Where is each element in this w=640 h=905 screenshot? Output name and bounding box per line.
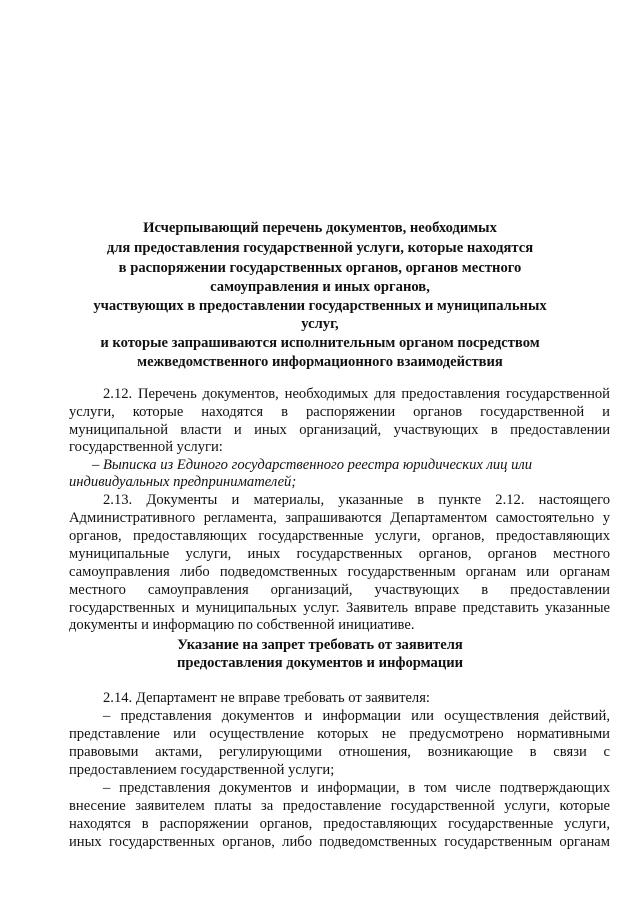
list-item-line: предоставлением государственной услуги; xyxy=(69,762,335,778)
list-item-line: – представления документов и информации, в том числе подтверждающих xyxy=(103,780,610,796)
heading-line: в распоряжении государственных органов, органов местного xyxy=(118,260,522,276)
heading-line: самоуправления и иных органов, xyxy=(210,279,430,295)
paragraph-line: органов, предоставляющих государственные услуги, органов, предоставляющих xyxy=(69,528,610,544)
paragraph-line: муниципальной власти и иных организаций, участвующих в предоставлении xyxy=(69,422,610,438)
paragraph-line: услуги, которые находятся в распоряжении органов государственной и xyxy=(69,404,610,420)
paragraph-line: 2.14. Департамент не вправе требовать от заявителя: xyxy=(103,690,430,706)
list-item-line: внесение заявителем платы за предоставление государственной услуги, которые xyxy=(69,798,610,814)
section-heading-line: предоставления документов и информации xyxy=(176,655,464,671)
heading-line: участвующих в предоставлении государственных и муниципальных xyxy=(93,298,547,314)
paragraph-line: 2.13. Документы и материалы, указанные в пункте 2.12. настоящего xyxy=(103,492,610,508)
list-item-line: находятся в распоряжении органов, предоставляющих государственные услуги, xyxy=(69,816,610,832)
paragraph-line: муниципальные услуги, иных государственных органов, органов местного xyxy=(69,546,610,562)
list-item-line: – Выписка из Единого государственного реестра юридических лиц или xyxy=(92,457,533,473)
list-item-line: индивидуальных предпринимателей; xyxy=(69,474,297,490)
paragraph-line: 2.12. Перечень документов, необходимых для предоставления государственной xyxy=(103,386,610,402)
paragraph-line: Административного регламента, запрашиваются Департаментом самостоятельно у xyxy=(69,510,610,526)
list-item-line: представление или осуществление которых не предусмотрено нормативными xyxy=(69,726,610,742)
paragraph-line: местного самоуправления организаций, участвующих в предоставлении xyxy=(69,582,610,598)
heading-line: услуг, xyxy=(301,316,339,332)
paragraph-line: самоуправления либо подведомственных государственным органам или органам xyxy=(69,564,610,580)
list-item-line: правовыми актами, регулирующими отношения, возникающие в связи с xyxy=(69,744,610,760)
paragraph-line: государственной услуги: xyxy=(69,439,223,455)
paragraph-line: документы и информацию по собственной инициативе. xyxy=(69,617,415,633)
section-heading-line: Указание на запрет требовать от заявителя xyxy=(177,637,463,653)
heading-line: и которые запрашиваются исполнительным органом посредством xyxy=(100,335,540,351)
list-item-line: – представления документов и информации или осуществления действий, xyxy=(103,708,610,724)
heading-line: Исчерпывающий перечень документов, необходимых xyxy=(143,220,497,236)
paragraph-line: государственных и муниципальных услуг. Заявитель вправе представить указанные xyxy=(69,600,610,616)
list-item-line: иных государственных органов, либо подведомственных государственным органам xyxy=(69,834,610,850)
heading-line: для предоставления государственной услуги, которые находятся xyxy=(106,240,534,256)
heading-line: межведомственного информационного взаимодействия xyxy=(137,354,503,370)
